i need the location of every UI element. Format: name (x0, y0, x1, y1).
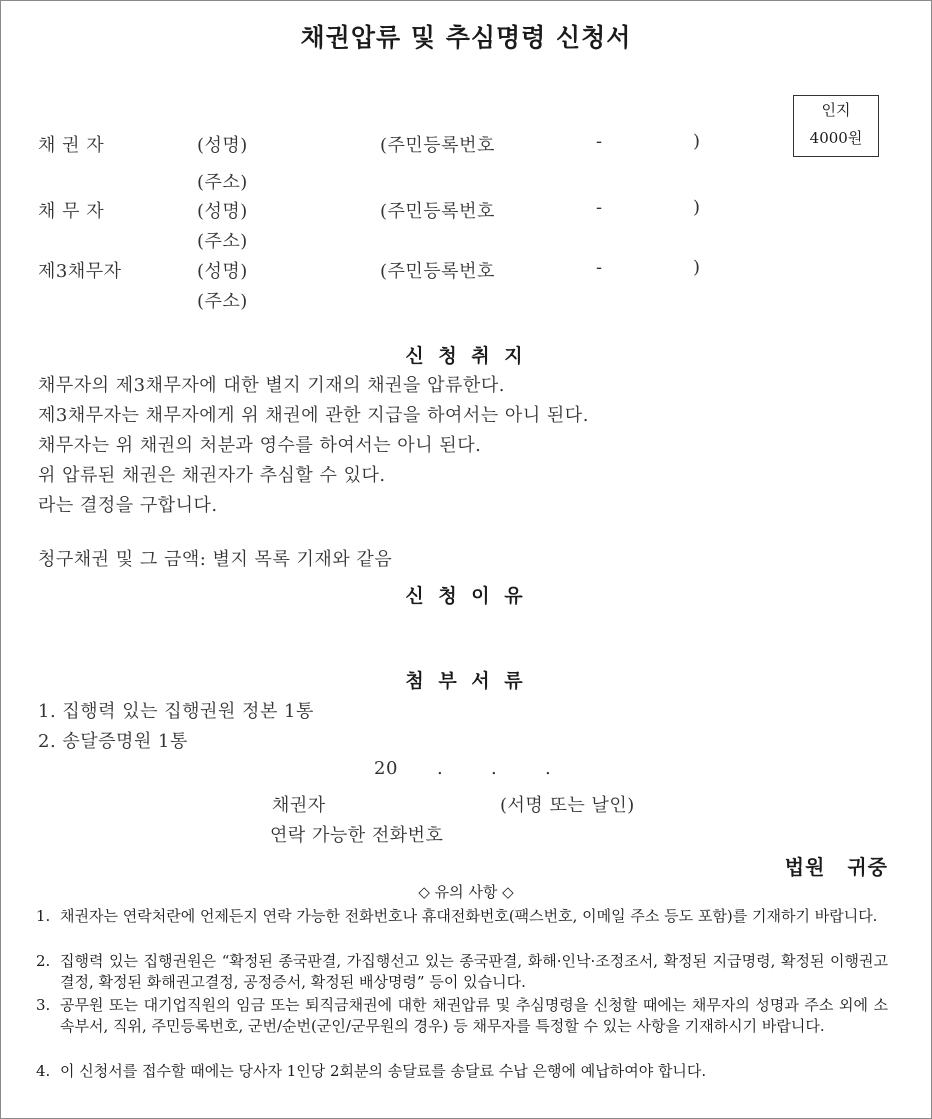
court-addressee: 법원 귀중 (784, 855, 888, 879)
party-role: 채 권 자 (38, 135, 105, 156)
party-id-close: ) (693, 131, 701, 152)
party-address-label: (주소) (197, 172, 248, 193)
party-role: 채 무 자 (38, 201, 105, 222)
note-item (36, 995, 888, 1037)
claim-amount-line: 청구채권 및 그 금액: 별지 목록 기재와 같음 (38, 549, 393, 570)
attachments-heading: 첨 부 서 류 (405, 670, 527, 692)
attachment-item: 1. 집행력 있는 집행권원 정본 1통 (38, 701, 314, 722)
date-year: 20 (374, 758, 398, 779)
party-name-label: (성명) (197, 135, 248, 156)
party-address-label: (주소) (197, 231, 248, 252)
party-id-dash: - (596, 257, 603, 278)
party-name-label: (성명) (197, 261, 248, 282)
note-text: 이 신청서를 접수할 때에는 당사자 1인당 2회분의 송달료를 송달료 수납 은행에 예납하여야 합니다. (60, 1062, 707, 1080)
purpose-line: 위 압류된 채권은 채권자가 추심할 수 있다. (38, 465, 386, 486)
party-id-dash: - (596, 131, 603, 152)
party-name-label: (성명) (197, 201, 248, 222)
note-text: 공무원 또는 대기업직원의 임금 또는 퇴직금채권에 대한 채권압류 및 추심명령을 신청할 때에는 채무자의 성명과 주소 외에 소속부서, 직위, 주민등록번호, 군번/순번(군인/군무원의 경우) 등 채무자를 특정할 수 있는 사항을 기재하시기 바랍니다. (60, 996, 888, 1035)
party-role: 제3채무자 (38, 261, 122, 282)
party-id-close: ) (693, 197, 701, 218)
stamp-amount: 4000원 (809, 129, 863, 147)
notes-title: ◇ 유의 사항 ◇ (418, 883, 514, 901)
note-item (36, 1061, 888, 1082)
purpose-line: 채무자는 위 채권의 처분과 영수를 하여서는 아니 된다. (38, 435, 482, 456)
stamp-label: 인지 (821, 101, 851, 119)
contact-phone-label: 연락 가능한 전화번호 (270, 825, 444, 846)
sign-or-seal-note: (서명 또는 날인) (500, 795, 635, 816)
note-text: 채권자는 연락처란에 언제든지 연락 가능한 전화번호나 휴대전화번호(팩스번호, 이메일 주소 등도 포함)를 기재하기 바랍니다. (60, 907, 878, 925)
party-id-label: (주민등록번호 (380, 135, 495, 156)
date-separator: . (437, 758, 444, 779)
purpose-line: 채무자의 제3채무자에 대한 별지 기재의 채권을 압류한다. (38, 375, 505, 396)
note-number: 2. (36, 952, 51, 970)
party-address-label: (주소) (197, 291, 248, 312)
reason-heading: 신 청 이 유 (405, 585, 527, 607)
creditor-sign-label: 채권자 (272, 795, 326, 816)
document-title: 채권압류 및 추심명령 신청서 (300, 23, 632, 52)
date-separator: . (491, 758, 498, 779)
purpose-line: 제3채무자는 채무자에게 위 채권에 관한 지급을 하여서는 아니 된다. (38, 405, 589, 426)
note-text: 집행력 있는 집행권원은 “확정된 종국판결, 가집행선고 있는 종국판결, 화해·인낙·조정조서, 확정된 지급명령, 확정된 이행권고결정, 확정된 화해권고결정, 공정증서, 확정된 배상명령” 등이 있습니다. (60, 952, 888, 991)
date-separator: . (545, 758, 552, 779)
note-item (36, 906, 888, 927)
note-item (36, 951, 888, 993)
party-id-label: (주민등록번호 (380, 261, 495, 282)
party-id-label: (주민등록번호 (380, 201, 495, 222)
note-number: 3. (36, 996, 51, 1014)
party-id-close: ) (693, 257, 701, 278)
note-number: 4. (36, 1062, 51, 1080)
revenue-stamp-box (793, 95, 879, 157)
party-id-dash: - (596, 197, 603, 218)
purpose-heading: 신 청 취 지 (405, 345, 527, 367)
purpose-line: 라는 결정을 구합니다. (38, 495, 218, 516)
attachment-item: 2. 송달증명원 1통 (38, 731, 188, 752)
note-number: 1. (36, 907, 51, 925)
